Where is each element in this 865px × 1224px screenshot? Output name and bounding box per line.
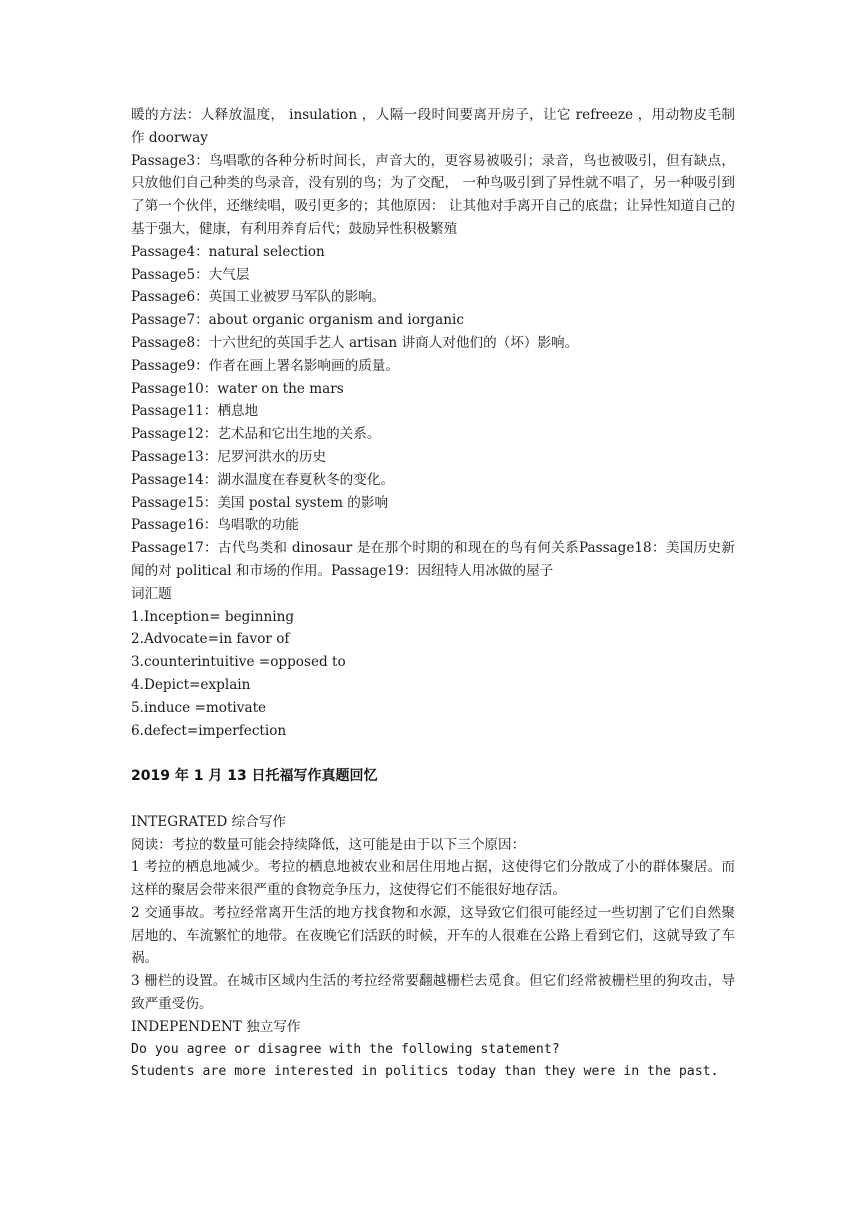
- independent-prompt-line: Do you agree or disagree with the following statement?: [131, 1041, 560, 1057]
- vocab-item: 6.defect=imperfection: [131, 722, 287, 739]
- spacer: [131, 788, 735, 811]
- passage-line: Passage6：英国工业被罗马军队的影响。: [131, 289, 386, 306]
- passage-line: Passage5：大气层: [131, 266, 250, 283]
- passage-line: Passage14：湖水温度在春夏秋冬的变化。: [131, 471, 395, 488]
- vocab-item: 3.counterintuitive =opposed to: [131, 654, 346, 671]
- warm-methods-paragraph: 暖的方法：人释放温度， insulation ，人隔一段时间要离开房子，让它 refreeze ，用动物皮毛制作 doorway: [131, 107, 735, 146]
- reason-paragraph: 1 考拉的栖息地减少。考拉的栖息地被农业和居住用地占据，这使得它们分散成了小的群体聚居。而这样的聚居会带来很严重的食物竞争压力，这使得它们不能很好地存活。: [131, 859, 735, 899]
- document-page: [131, 104, 735, 1084]
- passage-line: Passage7：about organic organism and iorganic: [131, 312, 464, 329]
- vocab-item: 5.induce =motivate: [131, 699, 267, 716]
- reason-paragraph: 3 栅栏的设置。在城市区域内生活的考拉经常要翻越栅栏去觅食。但它们经常被栅栏里的狗攻击，导致严重受伤。: [131, 973, 735, 1013]
- spacer: [131, 742, 735, 765]
- vocab-item: 4.Depict=explain: [131, 676, 251, 693]
- passage17-19-paragraph: Passage17：古代鸟类和 dinosaur 是在那个时期的和现在的鸟有何关系Passage18：美国历史新闻的对 political 和市场的作用。Passage19：因纽特人用冰做的屋子: [131, 540, 735, 579]
- passage-line: Passage8：十六世纪的英国手艺人 artisan 讲商人对他们的（坏）影响。: [131, 334, 579, 351]
- passage-line: Passage9：作者在画上署名影响画的质量。: [131, 357, 399, 374]
- vocab-heading: 词汇题: [131, 585, 172, 602]
- passage3-paragraph: Passage3：鸟唱歌的各种分析时间长，声音大的，更容易被吸引；录音，鸟也被吸引，但有缺点，只放他们自己种类的鸟录音，没有别的鸟；为了交配， 一种鸟吸引到了异性就不唱了，另一种吸引到了第一个伙伴，还继续唱，吸引更多的；其他原因： 让其他对手离开自己的底盘；让异性知道自己的基于强大，健康，有利用养育后代；鼓励异性积极繁殖: [131, 152, 735, 237]
- integrated-heading: INTEGRATED 综合写作: [131, 813, 287, 830]
- reason-paragraph: 2 交通事故。考拉经常离开生活的地方找食物和水源，这导致它们很可能经过一些切割了它们自然聚居地的、车流繁忙的地带。在夜晚它们活跃的时候，开车的人很难在公路上看到它们，这就导致了车祸。: [131, 904, 735, 967]
- writing-section-title: 2019 年 1 月 13 日托福写作真题回忆: [131, 768, 378, 785]
- vocab-item: 1.Inception= beginning: [131, 608, 295, 625]
- vocab-item: 2.Advocate=in favor of: [131, 631, 290, 648]
- passage-line: Passage16：鸟唱歌的功能: [131, 517, 299, 534]
- passage-line: Passage10：water on the mars: [131, 380, 344, 397]
- independent-prompt-line: Students are more interested in politics today than they were in the past.: [131, 1064, 719, 1080]
- reading-intro: 阅读：考拉的数量可能会持续降低，这可能是由于以下三个原因：: [131, 836, 526, 853]
- passage-line: Passage13：尼罗河洪水的历史: [131, 448, 327, 465]
- independent-heading: INDEPENDENT 独立写作: [131, 1018, 301, 1035]
- passage-line: Passage15：美国 postal system 的影响: [131, 494, 389, 511]
- passage-line: Passage4：natural selection: [131, 243, 325, 260]
- passage-line: Passage12：艺术品和它出生地的关系。: [131, 426, 381, 443]
- passage-line: Passage11：栖息地: [131, 403, 259, 420]
